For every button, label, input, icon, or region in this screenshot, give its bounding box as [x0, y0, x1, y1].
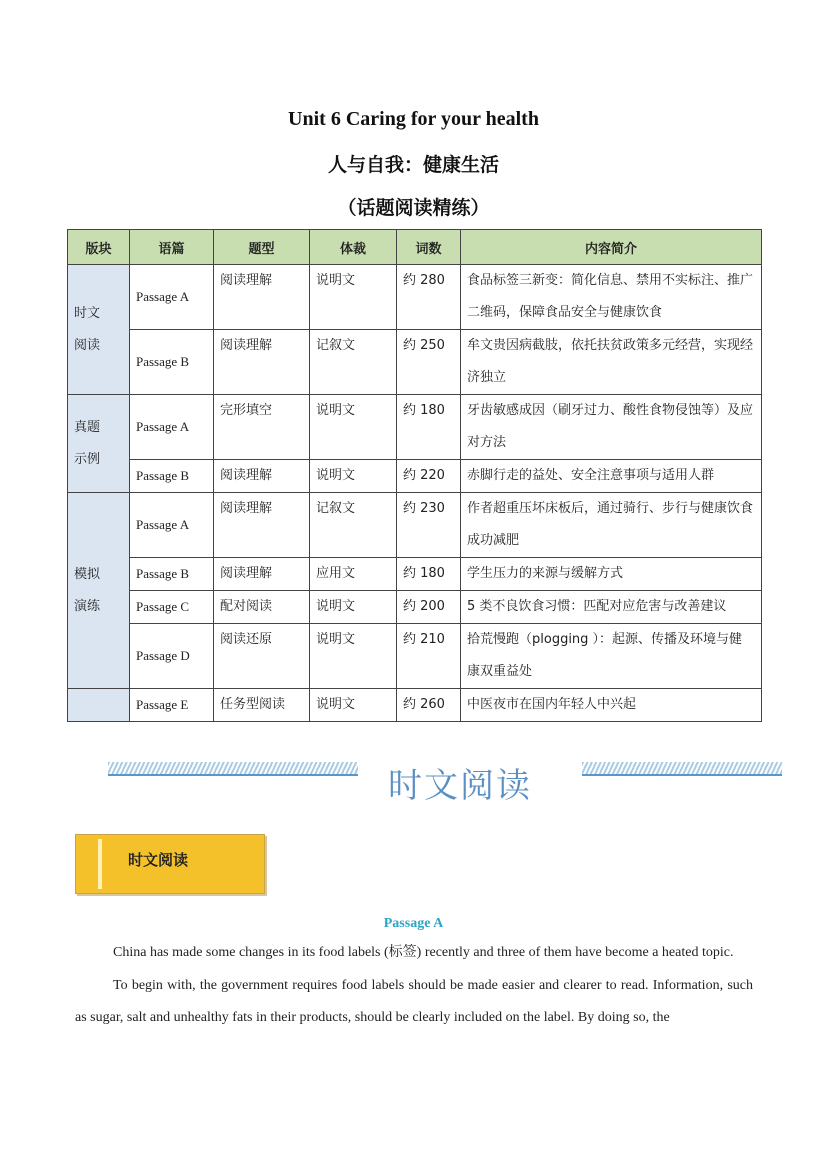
type-cell: 阅读理解: [214, 265, 310, 330]
passage-cell: Passage A: [130, 493, 214, 558]
words-cell: 约 250: [397, 330, 461, 395]
genre-cell: 说明文: [310, 265, 397, 330]
passage-cell: Passage D: [130, 624, 214, 689]
passage-cell: Passage C: [130, 591, 214, 624]
table-row: [68, 591, 762, 624]
type-cell: 任务型阅读: [214, 689, 310, 722]
words-cell: 约 210: [397, 624, 461, 689]
table-row: [68, 330, 762, 395]
summary-cell: 牟文贵因病截肢，依托扶贫政策多元经营，实现经济独立: [461, 330, 762, 395]
summary-cell: 学生压力的来源与缓解方式: [461, 558, 762, 591]
summary-cell: 作者超重压坏床板后，通过骑行、步行与健康饮食成功减肥: [461, 493, 762, 558]
paragraph: To begin with, the government requires food labels should be made easier and clearer to read. Information, such as sugar, salt and unhealthy fats in their products, should be clearly included on the label. By doing so, the: [75, 977, 753, 1025]
paragraph: China has made some changes in its food labels (标签) recently and three of them have become a heated topic.: [113, 945, 734, 960]
summary-cell: 食品标签三新变：简化信息、禁用不实标注、推广二维码，保障食品安全与健康饮食: [461, 265, 762, 330]
tag-label: 时文阅读: [128, 851, 189, 869]
summary-cell: 中医夜市在国内年轻人中兴起: [461, 689, 762, 722]
genre-cell: 记叙文: [310, 330, 397, 395]
header-section: 版块: [68, 230, 130, 265]
type-cell: 完形填空: [214, 395, 310, 460]
genre-cell: 说明文: [310, 395, 397, 460]
table-row: [68, 689, 762, 722]
section-banner: [108, 752, 788, 808]
table-row: [68, 395, 762, 460]
summary-cell: 5 类不良饮食习惯：匹配对应危害与改善建议: [461, 591, 762, 624]
type-cell: 阅读理解: [214, 460, 310, 493]
words-cell: 约 180: [397, 395, 461, 460]
header-summary: 内容简介: [461, 230, 762, 265]
table-row: [68, 493, 762, 558]
genre-cell: 说明文: [310, 624, 397, 689]
genre-cell: 说明文: [310, 460, 397, 493]
words-cell: 约 180: [397, 558, 461, 591]
section-cell: [68, 265, 130, 395]
header-passage: 语篇: [130, 230, 214, 265]
banner-stripe-left: [108, 762, 358, 776]
header-words: 词数: [397, 230, 461, 265]
section-cell: [68, 395, 130, 493]
words-cell: 约 230: [397, 493, 461, 558]
genre-cell: 记叙文: [310, 493, 397, 558]
table-row: [68, 460, 762, 493]
table-row: [68, 624, 762, 689]
words-cell: 约 200: [397, 591, 461, 624]
passage-cell: Passage B: [130, 558, 214, 591]
passage-cell: Passage B: [130, 330, 214, 395]
tag-accent-bar: [98, 839, 102, 889]
title-english: Unit 6 Caring for your health: [288, 108, 539, 130]
summary-cell: 拾荒慢跑（plogging ）：起源、传播及环境与健康双重益处: [461, 624, 762, 689]
title-chinese: 人与自我：健康生活: [327, 154, 499, 176]
genre-cell: 说明文: [310, 689, 397, 722]
section-label: 真题示例: [74, 419, 101, 467]
passage-cell: Passage A: [130, 265, 214, 330]
summary-cell: 牙齿敏感成因（刷牙过力、酸性食物侵蚀等）及应对方法: [461, 395, 762, 460]
summary-cell: 赤脚行走的益处、安全注意事项与适用人群: [461, 460, 762, 493]
passage-cell: Passage B: [130, 460, 214, 493]
genre-cell: 说明文: [310, 591, 397, 624]
passage-cell: Passage A: [130, 395, 214, 460]
section-label: 模拟演练: [74, 566, 101, 614]
genre-cell: 应用文: [310, 558, 397, 591]
section-tag: [75, 834, 265, 894]
passage-body: [75, 937, 753, 1035]
section-cell-empty: [68, 689, 130, 722]
title-subtitle: （话题阅读精练）: [337, 197, 490, 219]
type-cell: 阅读还原: [214, 624, 310, 689]
passage-heading: Passage A: [383, 916, 444, 931]
type-cell: 阅读理解: [214, 558, 310, 591]
passage-cell: Passage E: [130, 689, 214, 722]
type-cell: 配对阅读: [214, 591, 310, 624]
words-cell: 约 220: [397, 460, 461, 493]
banner-title: 时文阅读: [388, 766, 532, 806]
header-genre: 体裁: [310, 230, 397, 265]
overview-table: [67, 229, 762, 722]
table-row: [68, 265, 762, 330]
banner-stripe-right: [582, 762, 782, 776]
words-cell: 约 260: [397, 689, 461, 722]
header-type: 题型: [214, 230, 310, 265]
section-label: 时文阅读: [74, 305, 101, 353]
type-cell: 阅读理解: [214, 330, 310, 395]
words-cell: 约 280: [397, 265, 461, 330]
table-row: [68, 558, 762, 591]
type-cell: 阅读理解: [214, 493, 310, 558]
section-cell: [68, 493, 130, 689]
table-header-row: [68, 230, 762, 265]
